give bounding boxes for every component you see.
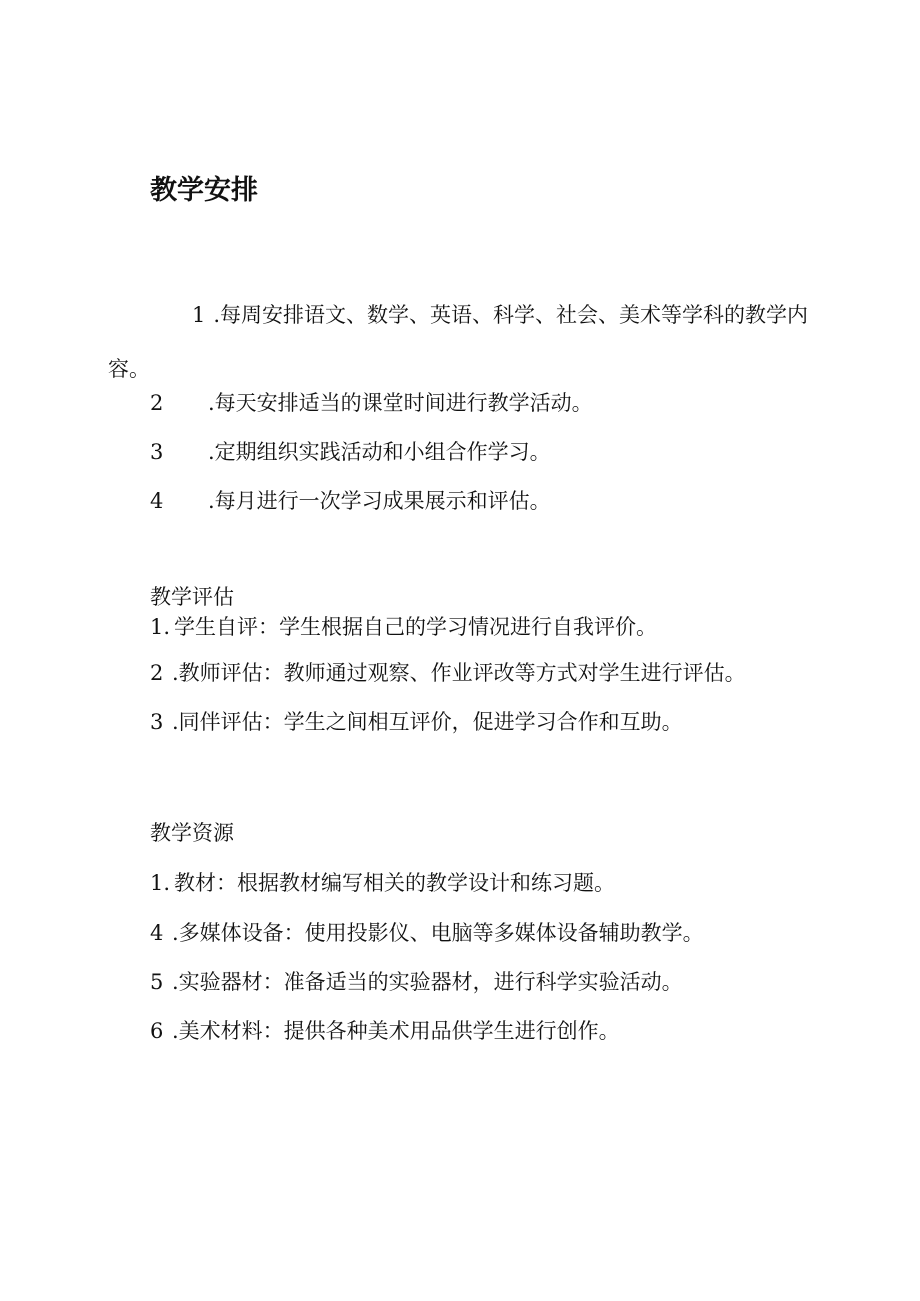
- resource-item-5: [150, 967, 683, 997]
- item-number: 4: [150, 489, 164, 513]
- item-number: 1.: [150, 871, 171, 895]
- item-text: .美术材料：提供各种美术用品供学生进行创作。: [172, 1019, 620, 1043]
- resource-item-4: [150, 918, 704, 948]
- item-text: .实验器材：准备适当的实验器材，进行科学实验活动。: [172, 970, 683, 994]
- item-number: 5: [150, 970, 164, 994]
- section-title-teaching-arrangement: 教学安排: [150, 175, 258, 206]
- arrangement-item-4: [150, 486, 551, 516]
- resource-item-1: [150, 868, 615, 898]
- item-number: 6: [150, 1019, 164, 1043]
- item-number: 2: [150, 391, 164, 415]
- item-text: 学生自评：学生根据自己的学习情况进行自我评价。: [174, 615, 658, 639]
- arrangement-item-3: [150, 437, 551, 467]
- arrangement-item-1: [108, 288, 818, 396]
- item-text: .多媒体设备：使用投影仪、电脑等多媒体设备辅助教学。: [172, 921, 704, 945]
- item-number: 2: [150, 661, 164, 685]
- item-text: .每月进行一次学习成果展示和评估。: [208, 489, 551, 513]
- section-title-teaching-evaluation: 教学评估: [150, 585, 234, 609]
- evaluation-item-1: [150, 612, 657, 642]
- evaluation-item-2: [150, 658, 746, 688]
- item-text: .同伴评估：学生之间相互评价，促进学习合作和互助。: [172, 710, 683, 734]
- evaluation-item-3: [150, 707, 683, 737]
- item-number: 1: [192, 303, 206, 327]
- item-text: .每天安排适当的课堂时间进行教学活动。: [208, 391, 593, 415]
- item-text: .定期组织实践活动和小组合作学习。: [208, 440, 551, 464]
- item-text: .教师评估：教师通过观察、作业评改等方式对学生进行评估。: [172, 661, 746, 685]
- item-number: 1.: [150, 615, 171, 639]
- section-title-teaching-resources: 教学资源: [150, 821, 234, 845]
- item-number: 3: [150, 710, 164, 734]
- item-number: 4: [150, 921, 164, 945]
- item-text: 教材：根据教材编写相关的教学设计和练习题。: [174, 871, 616, 895]
- resource-item-6: [150, 1016, 620, 1046]
- item-number: 3: [150, 440, 164, 464]
- item-text: .每周安排语文、数学、英语、科学、社会、美术等学科的教学内容。: [108, 303, 809, 381]
- arrangement-item-2: [150, 388, 593, 418]
